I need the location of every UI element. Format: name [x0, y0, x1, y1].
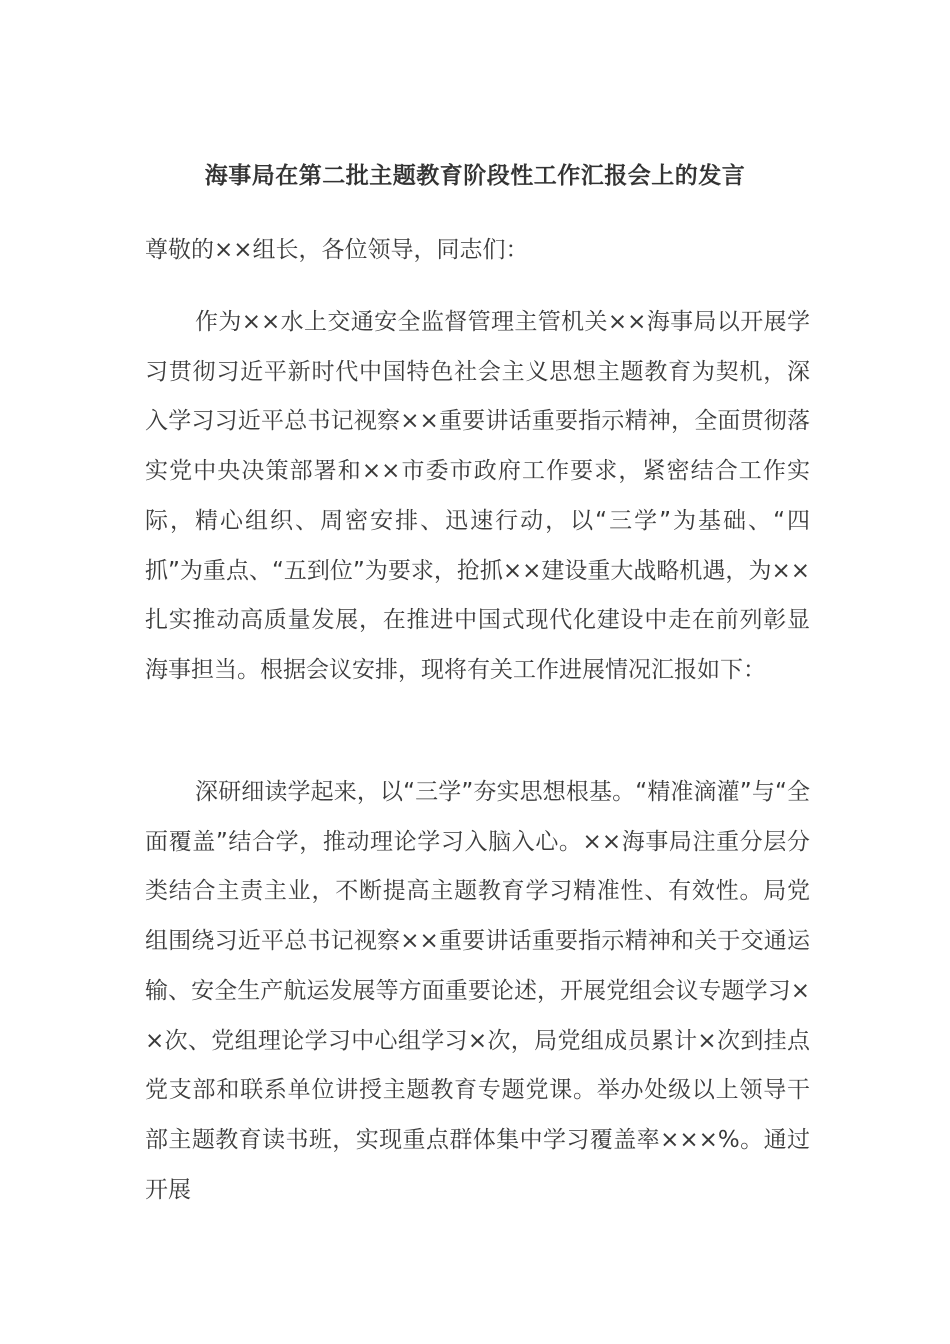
paragraph-study: 深研细读学起来，以“三学”夯实思想根基。“精准滴灌”与“全面覆盖”结合学，推动理论学习入脑入心。××海事局注重分层分类结合主责主业，不断提高主题教育学习精准性、有效性。局党组围绕习近平总书记视察××重要讲话重要指示精神和关于交通运输、安全生产航运发展等方面重要论述，开展党组会议专题学习××次、党组理论学习中心组学习×次，局党组成员累计×次到挂点党支部和联系单位讲授主题教育专题党课。举办处级以上领导干部主题教育读书班，实现重点群体集中学习覆盖率×××%。通过开展 [145, 779, 810, 1203]
paragraph-intro: 作为××水上交通安全监督管理主管机关××海事局以开展学习贯彻习近平新时代中国特色社会主义思想主题教育为契机，深入学习习近平总书记视察××重要讲话重要指示精神，全面贯彻落实党中央决策部署和××市委市政府工作要求，紧密结合工作实际，精心组织、周密安排、迅速行动，以“三学”为基础、“四抓”为重点、“五到位”为要求，抢抓××建设重大战略机遇，为××扎实推动高质量发展，在推进中国式现代化建设中走在前列彰显海事担当。根据会议安排，现将有关工作进展情况汇报如下： [145, 309, 810, 683]
document-title: 海事局在第二批主题教育阶段性工作汇报会上的发言 [204, 163, 746, 189]
salutation: 尊敬的××组长，各位领导，同志们： [145, 237, 529, 263]
